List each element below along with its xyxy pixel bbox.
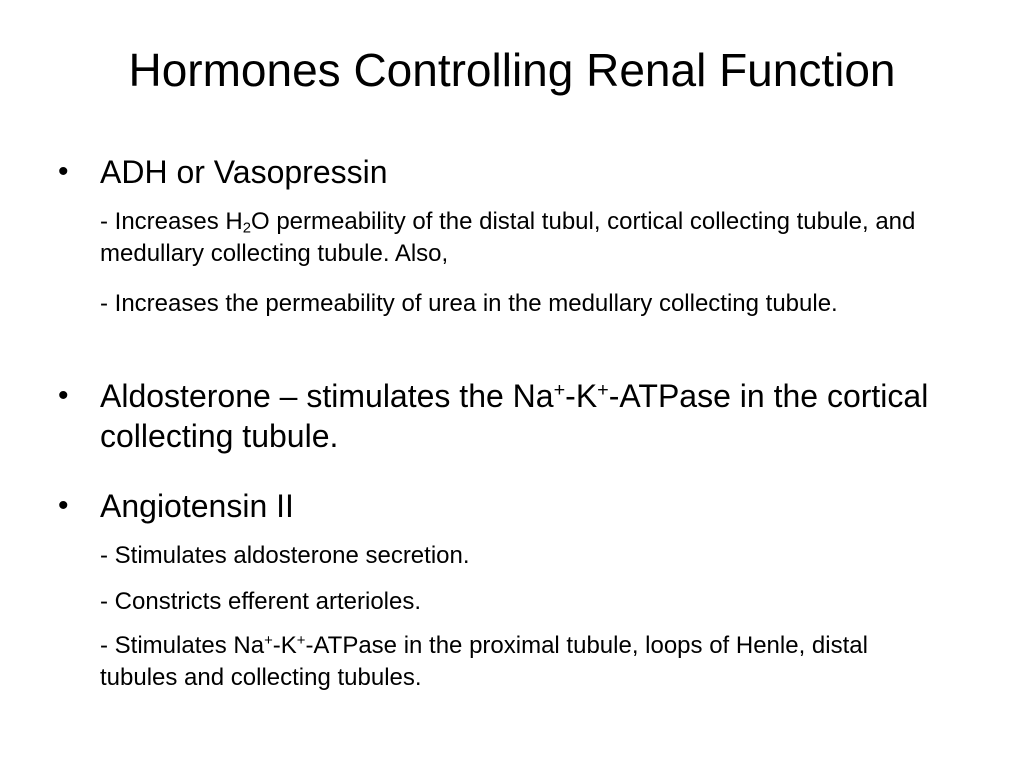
adh-point1-text-post: O permeability of the distal tubul, cortical collecting tubule, and medullary collecting tubule. Also, <box>100 208 916 267</box>
bullet-angiotensin-heading: Angiotensin II <box>100 488 294 524</box>
adh-point-water-permeability <box>100 206 940 270</box>
angiotensin-point-arterioles: - Constricts efferent arterioles. <box>100 588 422 615</box>
slide-title: Hormones Controlling Renal Function <box>128 44 896 96</box>
bullet-dot: • <box>58 489 69 522</box>
k-superscript: + <box>597 379 609 402</box>
adh-point-urea-permeability: - Increases the permeability of urea in the medullary collecting tubule. <box>100 290 838 317</box>
na-superscript: + <box>264 632 273 649</box>
adh-point1-text-pre: - Increases H <box>100 208 243 235</box>
h2o-subscript: 2 <box>242 220 251 237</box>
bullet-dot: • <box>58 155 69 188</box>
aldosterone-text-post: -ATPase in the cortical collecting tubule. <box>100 378 929 454</box>
angiotensin-point3-text-mid: -K <box>272 632 297 659</box>
na-superscript: + <box>553 379 566 402</box>
angiotensin-point-aldosterone: - Stimulates aldosterone secretion. <box>100 542 470 569</box>
bullet-dot: • <box>58 379 69 412</box>
aldosterone-text-mid: -K <box>565 378 598 414</box>
bullet-angiotensin <box>58 486 970 526</box>
bullet-adh-heading: ADH or Vasopressin <box>100 154 388 190</box>
bullet-adh <box>58 152 970 192</box>
angiotensin-point3-text-pre: - Stimulates Na <box>100 632 265 659</box>
angiotensin-point-atpase <box>100 630 940 694</box>
aldosterone-text-pre: Aldosterone – stimulates the Na <box>100 378 554 414</box>
k-superscript: + <box>296 632 306 649</box>
angiotensin-point3-text-post: -ATPase in the proximal tubule, loops of Henle, distal tubules and collecting tubules. <box>100 632 868 691</box>
bullet-aldosterone <box>58 376 970 456</box>
